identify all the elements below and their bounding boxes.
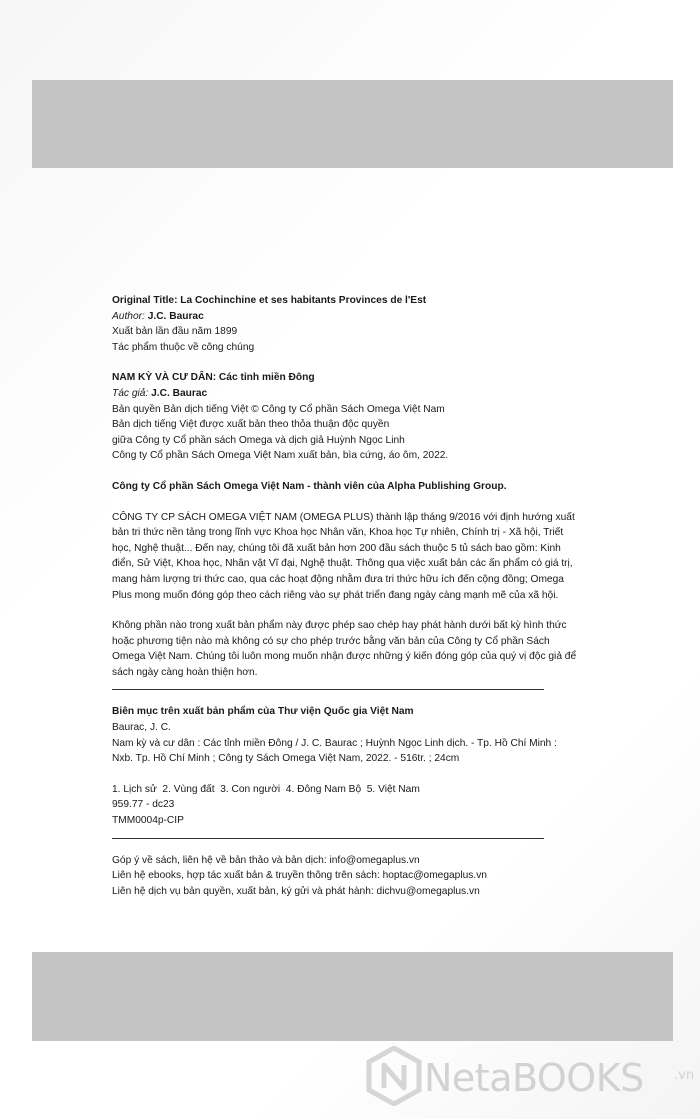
edition-line: Bản quyền Bản dịch tiếng Việt © Công ty Cổ phần Sách Omega Việt Nam <box>112 403 445 415</box>
cip-line: Nxb. Tp. Hồ Chí Minh ; Công ty Sách Omega Việt Nam, 2022. - 516tr. ; 24cm <box>112 753 460 765</box>
vietnamese-author-label: Tác giả: <box>112 387 149 399</box>
rights-line: sách ngày càng hoàn thiện hơn. <box>112 666 258 678</box>
about-line: điển, Sử Việt, Khoa học, Nhân vật Vĩ đại, Nghệ thuật. Thông qua việc xuất bản các ấn phẩm có giá trị, <box>112 558 573 570</box>
cip-heading: Biên mục trên xuất bản phẩm của Thư viện Quốc gia Việt Nam <box>112 706 414 718</box>
cip-record-id: TMM0004p-CIP <box>112 815 184 827</box>
about-line: mang hàm lượng tri thức cao, qua các hoạt động nhằm đưa tri thức hữu ích đến cộng đồng; Omega <box>112 573 564 585</box>
netabooks-watermark <box>366 1042 696 1112</box>
contact-line: Liên hệ ebooks, hợp tác xuất bản & truyền thông trên sách: hoptac@omegaplus.vn <box>112 870 487 882</box>
vietnamese-edition-info <box>112 370 598 464</box>
watermark-suffix: .vn <box>674 1068 695 1083</box>
divider-rule <box>112 689 544 690</box>
cip-line: Baurac, J. C. <box>112 722 171 734</box>
cip-record <box>112 704 598 766</box>
about-line: bản tri thức nền tảng trong lĩnh vực Khoa học Nhân văn, Khoa học Tự nhiên, Chính trị - Xã hội, Triết <box>112 527 564 539</box>
cip-subjects: 1. Lịch sử 2. Vùng đất 3. Con người 4. Đông Nam Bộ 5. Việt Nam <box>112 783 420 795</box>
original-title: Original Title: La Cochinchine et ses habitants Provinces de l'Est <box>112 295 427 306</box>
company-heading: Công ty Cổ phần Sách Omega Việt Nam - thành viên của Alpha Publishing Group. <box>112 480 507 492</box>
first-published: Xuất bản lần đầu năm 1899 <box>112 326 238 338</box>
about-line: CÔNG TY CP SÁCH OMEGA VIỆT NAM (OMEGA PLUS) thành lập tháng 9/2016 với định hướng xuất <box>112 511 575 523</box>
vietnamese-author-name: J.C. Baurac <box>151 387 208 399</box>
original-author-line <box>112 309 598 325</box>
about-line: học, Nghệ thuật... Đến nay, chúng tôi đã xuất bản hơn 200 đầu sách thuộc 5 tủ sách bao gồm: Kinh <box>112 542 561 554</box>
rights-line: Không phần nào trong xuất bản phẩm này được phép sao chép hay phát hành dưới bất kỳ hình thức <box>112 620 567 632</box>
vietnamese-title: NAM KỲ VÀ CƯ DÂN: Các tỉnh miền Đông <box>112 372 315 384</box>
vietnamese-author-line <box>112 386 598 402</box>
divider-rule <box>112 838 544 839</box>
about-paragraph <box>112 510 598 604</box>
cip-classification-number: 959.77 - dc23 <box>112 799 175 811</box>
top-gray-band <box>32 80 673 168</box>
about-line: Plus mong muốn đóng góp theo cách riêng vào sự phát triển đang ngày càng mạnh mẽ của xã hội. <box>112 589 559 601</box>
rights-line: Omega Việt Nam. Chúng tôi luôn mong muốn nhận được những ý kiến đóng góp của quý vị độc giả để <box>112 651 577 663</box>
public-domain-note: Tác phẩm thuộc về công chúng <box>112 341 255 353</box>
cip-classification <box>112 782 598 829</box>
edition-line: giữa Công ty Cổ phần sách Omega và dịch giả Huỳnh Ngọc Linh <box>112 434 405 446</box>
watermark-brand: NetaBOOKS <box>424 1056 644 1100</box>
original-author-label: Author: <box>112 310 145 322</box>
contact-line: Góp ý về sách, liên hệ về bản thảo và bản dịch: info@omegaplus.vn <box>112 854 420 866</box>
company-heading-block <box>112 479 598 495</box>
edition-line: Công ty Cổ phần Sách Omega Việt Nam xuất bản, bìa cứng, áo ôm, 2022. <box>112 450 449 462</box>
contact-info <box>112 853 598 900</box>
rights-paragraph <box>112 618 598 680</box>
bottom-gray-band <box>32 952 673 1041</box>
copyright-page-content <box>112 293 598 899</box>
rights-line: hoặc phương tiện nào mà không có sự cho phép trước bằng văn bản của Công ty Cổ phần Sách <box>112 635 550 647</box>
original-info <box>112 293 598 355</box>
netabooks-logo-icon <box>366 1046 422 1106</box>
original-author-name: J.C. Baurac <box>147 310 204 322</box>
contact-line: Liên hệ dịch vụ bản quyền, xuất bản, ký gửi và phát hành: dichvu@omegaplus.vn <box>112 885 480 897</box>
edition-line: Bản dịch tiếng Việt được xuất bản theo thỏa thuận độc quyền <box>112 419 390 431</box>
cip-line: Nam kỳ và cư dân : Các tỉnh miền Đông / J. C. Baurac ; Huỳnh Ngọc Linh dịch. - Tp. Hồ Chí Minh : <box>112 737 557 749</box>
